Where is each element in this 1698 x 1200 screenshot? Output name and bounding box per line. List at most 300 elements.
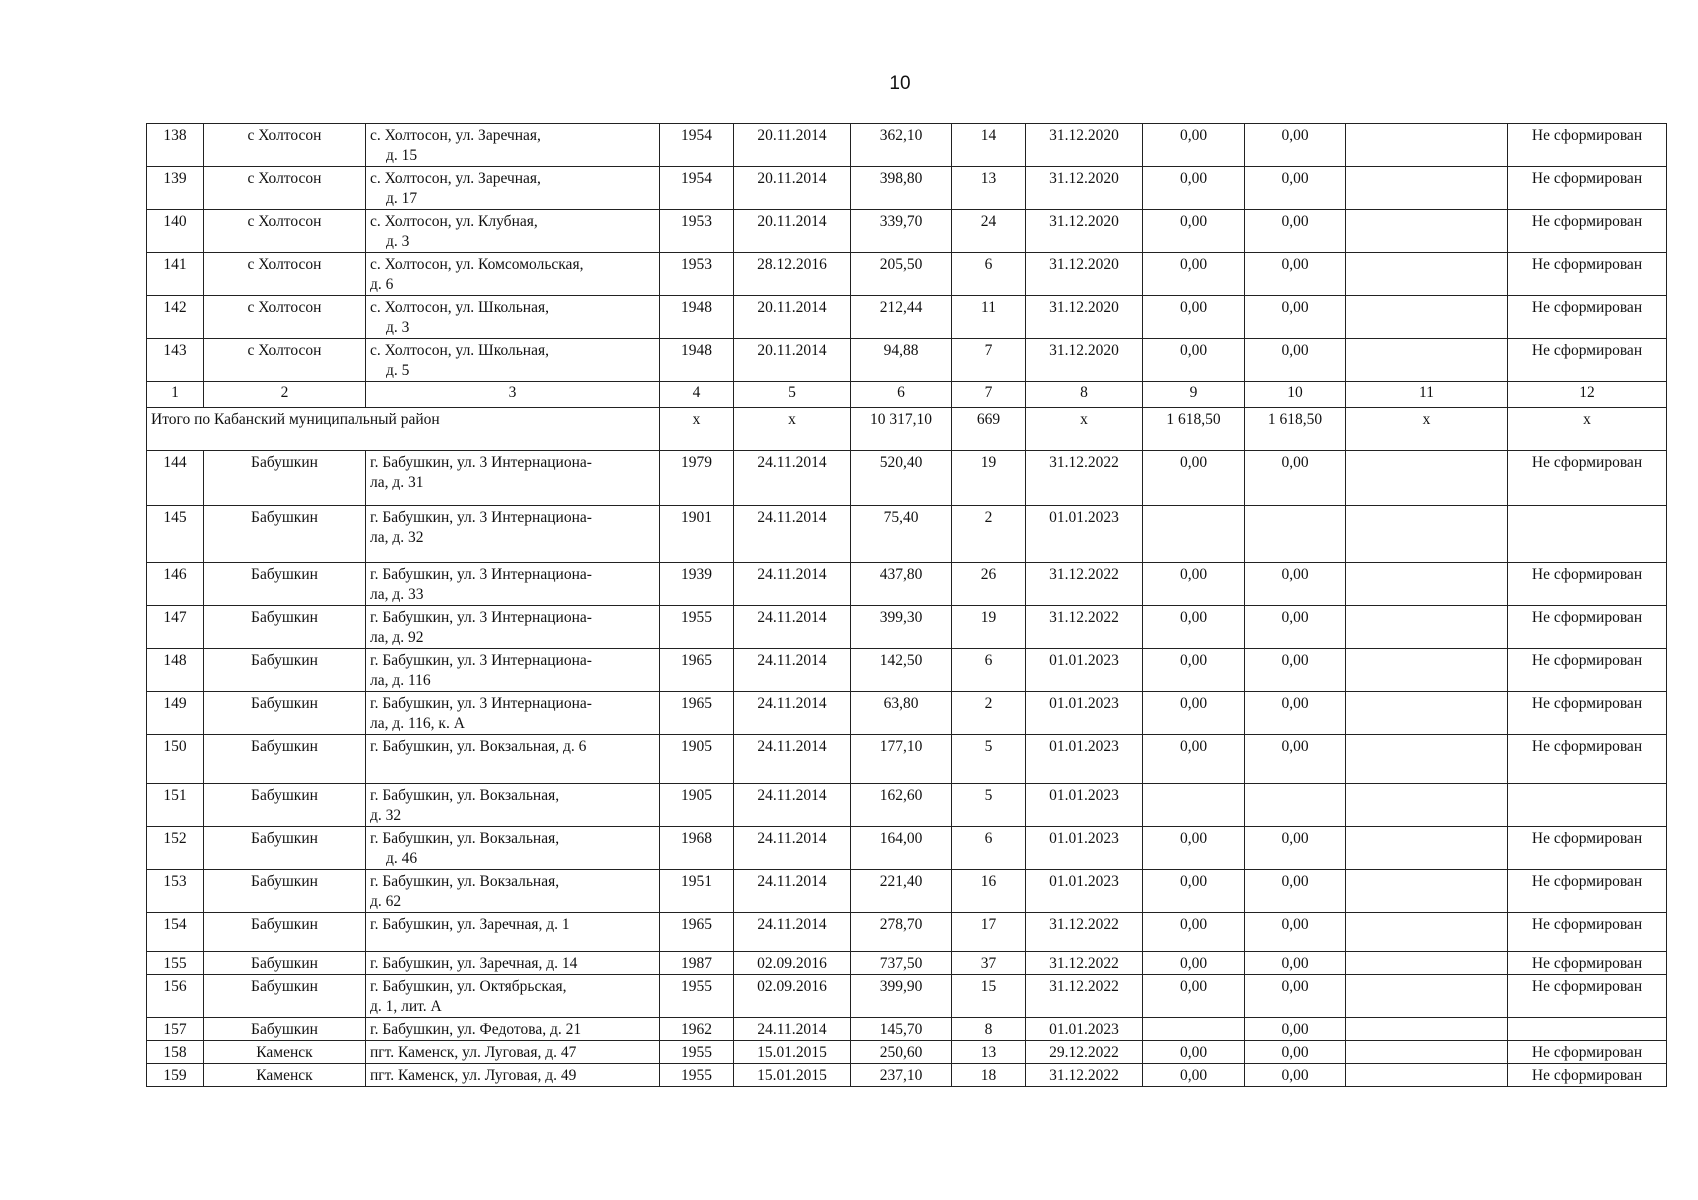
address-line-1: г. Бабушкин, ул. 3 Интернациона- bbox=[370, 509, 592, 526]
area-value: 162,60 bbox=[851, 784, 952, 827]
row-number: 147 bbox=[147, 606, 204, 649]
value-col-10: 0,00 bbox=[1245, 124, 1346, 167]
status-value: Не сформирован bbox=[1508, 253, 1667, 296]
row-number: 148 bbox=[147, 649, 204, 692]
address-line-1: с. Холтосон, ул. Заречная, bbox=[370, 170, 541, 187]
value-col-9 bbox=[1143, 506, 1245, 563]
address-line-1: г. Бабушкин, ул. Октябрьская, bbox=[370, 978, 567, 995]
resettlement-deadline: 31.12.2020 bbox=[1026, 167, 1143, 210]
value-col-9: 0,00 bbox=[1143, 913, 1245, 952]
value-col-9: 0,00 bbox=[1143, 296, 1245, 339]
value-col-11 bbox=[1346, 827, 1508, 870]
recognition-date: 24.11.2014 bbox=[734, 649, 851, 692]
address-line-1: г. Бабушкин, ул. Вокзальная, bbox=[370, 830, 560, 847]
table-row bbox=[147, 210, 1667, 253]
subtotal-label: Итого по Кабанский муниципальный район bbox=[147, 408, 660, 451]
status-value: Не сформирован bbox=[1508, 692, 1667, 735]
value-col-11 bbox=[1346, 1064, 1508, 1087]
address-line-2: ла, д. 92 bbox=[370, 629, 424, 646]
value-col-10: 0,00 bbox=[1245, 210, 1346, 253]
value-col-9: 0,00 bbox=[1143, 735, 1245, 784]
status-value: Не сформирован bbox=[1508, 296, 1667, 339]
value-col-10: 0,00 bbox=[1245, 952, 1346, 975]
page-number: 10 bbox=[889, 73, 911, 94]
column-number-row bbox=[147, 382, 1667, 408]
value-col-10: 0,00 bbox=[1245, 339, 1346, 382]
value-col-10: 0,00 bbox=[1245, 606, 1346, 649]
locality: с Холтосон bbox=[204, 210, 366, 253]
address bbox=[366, 563, 660, 606]
table-row bbox=[147, 1064, 1667, 1087]
table-row bbox=[147, 975, 1667, 1018]
value-col-11 bbox=[1346, 649, 1508, 692]
address-line-2: д. 1, лит. А bbox=[370, 998, 442, 1015]
table-row bbox=[147, 506, 1667, 563]
residents-count: 5 bbox=[952, 735, 1026, 784]
column-number: 7 bbox=[952, 382, 1026, 408]
status-value bbox=[1508, 1018, 1667, 1041]
address bbox=[366, 296, 660, 339]
value-col-11 bbox=[1346, 913, 1508, 952]
address-line-2: д. 15 bbox=[386, 147, 418, 164]
status-value: Не сформирован bbox=[1508, 339, 1667, 382]
recognition-date: 02.09.2016 bbox=[734, 975, 851, 1018]
row-number: 145 bbox=[147, 506, 204, 563]
column-number: 3 bbox=[366, 382, 660, 408]
status-value: Не сформирован bbox=[1508, 735, 1667, 784]
recognition-date: 20.11.2014 bbox=[734, 124, 851, 167]
residents-count: 13 bbox=[952, 167, 1026, 210]
status-value bbox=[1508, 506, 1667, 563]
year-built: 1979 bbox=[660, 451, 734, 506]
address bbox=[366, 827, 660, 870]
address-line-2: д. 3 bbox=[386, 233, 410, 250]
area-value: 437,80 bbox=[851, 563, 952, 606]
row-number: 149 bbox=[147, 692, 204, 735]
column-number: 5 bbox=[734, 382, 851, 408]
address-line-2: д. 46 bbox=[386, 850, 418, 867]
value-col-10: 0,00 bbox=[1245, 1041, 1346, 1064]
subtotal-value: х bbox=[1026, 408, 1143, 451]
residents-count: 2 bbox=[952, 506, 1026, 563]
address-line-1: пгт. Каменск, ул. Луговая, д. 47 bbox=[370, 1044, 577, 1061]
address-line-2: ла, д. 116, к. А bbox=[370, 715, 465, 732]
area-value: 63,80 bbox=[851, 692, 952, 735]
column-number-header bbox=[147, 382, 1667, 408]
residents-count: 26 bbox=[952, 563, 1026, 606]
table-row bbox=[147, 339, 1667, 382]
year-built: 1939 bbox=[660, 563, 734, 606]
row-number: 138 bbox=[147, 124, 204, 167]
value-col-9: 0,00 bbox=[1143, 1041, 1245, 1064]
residents-count: 11 bbox=[952, 296, 1026, 339]
address bbox=[366, 975, 660, 1018]
recognition-date: 15.01.2015 bbox=[734, 1064, 851, 1087]
residents-count: 16 bbox=[952, 870, 1026, 913]
value-col-11 bbox=[1346, 167, 1508, 210]
recognition-date: 24.11.2014 bbox=[734, 913, 851, 952]
recognition-date: 24.11.2014 bbox=[734, 606, 851, 649]
recognition-date: 20.11.2014 bbox=[734, 210, 851, 253]
table-row bbox=[147, 952, 1667, 975]
status-value: Не сформирован bbox=[1508, 1041, 1667, 1064]
status-value: Не сформирован bbox=[1508, 649, 1667, 692]
residents-count: 14 bbox=[952, 124, 1026, 167]
status-value: Не сформирован bbox=[1508, 451, 1667, 506]
address bbox=[366, 1064, 660, 1087]
table-row bbox=[147, 451, 1667, 506]
column-number: 10 bbox=[1245, 382, 1346, 408]
subtotal-row bbox=[147, 408, 1667, 451]
address bbox=[366, 606, 660, 649]
table-row bbox=[147, 870, 1667, 913]
year-built: 1954 bbox=[660, 124, 734, 167]
row-number: 153 bbox=[147, 870, 204, 913]
address bbox=[366, 692, 660, 735]
address bbox=[366, 784, 660, 827]
row-number: 143 bbox=[147, 339, 204, 382]
value-col-10: 0,00 bbox=[1245, 735, 1346, 784]
value-col-10: 0,00 bbox=[1245, 870, 1346, 913]
year-built: 1951 bbox=[660, 870, 734, 913]
value-col-11 bbox=[1346, 1018, 1508, 1041]
address-line-1: г. Бабушкин, ул. 3 Интернациона- bbox=[370, 695, 592, 712]
status-value: Не сформирован bbox=[1508, 210, 1667, 253]
row-number: 155 bbox=[147, 952, 204, 975]
resettlement-deadline: 31.12.2022 bbox=[1026, 913, 1143, 952]
year-built: 1905 bbox=[660, 735, 734, 784]
residents-count: 17 bbox=[952, 913, 1026, 952]
area-value: 205,50 bbox=[851, 253, 952, 296]
column-number: 4 bbox=[660, 382, 734, 408]
value-col-11 bbox=[1346, 735, 1508, 784]
value-col-9: 0,00 bbox=[1143, 124, 1245, 167]
year-built: 1901 bbox=[660, 506, 734, 563]
table-row bbox=[147, 913, 1667, 952]
table-row bbox=[147, 692, 1667, 735]
table-row bbox=[147, 827, 1667, 870]
value-col-10: 0,00 bbox=[1245, 167, 1346, 210]
residents-count: 5 bbox=[952, 784, 1026, 827]
column-number: 1 bbox=[147, 382, 204, 408]
address-line-1: г. Бабушкин, ул. Вокзальная, bbox=[370, 787, 560, 804]
value-col-9: 0,00 bbox=[1143, 692, 1245, 735]
row-number: 144 bbox=[147, 451, 204, 506]
address-line-1: с. Холтосон, ул. Комсомольская, bbox=[370, 256, 584, 273]
address-line-2: д. 32 bbox=[370, 807, 402, 824]
row-number: 141 bbox=[147, 253, 204, 296]
resettlement-deadline: 31.12.2020 bbox=[1026, 296, 1143, 339]
resettlement-deadline: 01.01.2023 bbox=[1026, 784, 1143, 827]
resettlement-deadline: 01.01.2023 bbox=[1026, 1018, 1143, 1041]
address-line-1: г. Бабушкин, ул. Заречная, д. 14 bbox=[370, 955, 578, 972]
recognition-date: 20.11.2014 bbox=[734, 339, 851, 382]
table-row bbox=[147, 296, 1667, 339]
table-row bbox=[147, 735, 1667, 784]
subtotal-section bbox=[147, 408, 1667, 451]
column-number: 9 bbox=[1143, 382, 1245, 408]
resettlement-deadline: 01.01.2023 bbox=[1026, 692, 1143, 735]
recognition-date: 20.11.2014 bbox=[734, 296, 851, 339]
address bbox=[366, 735, 660, 784]
column-number: 12 bbox=[1508, 382, 1667, 408]
value-col-10: 0,00 bbox=[1245, 827, 1346, 870]
row-number: 158 bbox=[147, 1041, 204, 1064]
area-value: 145,70 bbox=[851, 1018, 952, 1041]
address-line-1: г. Бабушкин, ул. Федотова, д. 21 bbox=[370, 1021, 582, 1038]
residents-count: 8 bbox=[952, 1018, 1026, 1041]
address bbox=[366, 210, 660, 253]
table-row bbox=[147, 649, 1667, 692]
value-col-10: 0,00 bbox=[1245, 975, 1346, 1018]
row-number: 139 bbox=[147, 167, 204, 210]
area-value: 278,70 bbox=[851, 913, 952, 952]
value-col-11 bbox=[1346, 124, 1508, 167]
residents-count: 18 bbox=[952, 1064, 1026, 1087]
value-col-11 bbox=[1346, 1041, 1508, 1064]
locality: Бабушкин bbox=[204, 563, 366, 606]
residents-count: 6 bbox=[952, 827, 1026, 870]
address bbox=[366, 1041, 660, 1064]
status-value: Не сформирован bbox=[1508, 870, 1667, 913]
value-col-11 bbox=[1346, 210, 1508, 253]
address-line-2: д. 17 bbox=[386, 190, 418, 207]
recognition-date: 24.11.2014 bbox=[734, 563, 851, 606]
value-col-9: 0,00 bbox=[1143, 451, 1245, 506]
address-line-1: г. Бабушкин, ул. 3 Интернациона- bbox=[370, 652, 592, 669]
area-value: 237,10 bbox=[851, 1064, 952, 1087]
locality: Бабушкин bbox=[204, 870, 366, 913]
row-number: 152 bbox=[147, 827, 204, 870]
value-col-9: 0,00 bbox=[1143, 563, 1245, 606]
subtotal-value: 1 618,50 bbox=[1245, 408, 1346, 451]
address-line-2: д. 62 bbox=[370, 893, 402, 910]
area-value: 142,50 bbox=[851, 649, 952, 692]
address bbox=[366, 913, 660, 952]
value-col-11 bbox=[1346, 975, 1508, 1018]
year-built: 1953 bbox=[660, 253, 734, 296]
address bbox=[366, 339, 660, 382]
subtotal-value: х bbox=[660, 408, 734, 451]
address bbox=[366, 952, 660, 975]
address-line-2: ла, д. 116 bbox=[370, 672, 431, 689]
value-col-9: 0,00 bbox=[1143, 339, 1245, 382]
value-col-10: 0,00 bbox=[1245, 1064, 1346, 1087]
locality: с Холтосон bbox=[204, 339, 366, 382]
address-line-2: ла, д. 33 bbox=[370, 586, 424, 603]
residents-count: 37 bbox=[952, 952, 1026, 975]
address-line-2: д. 5 bbox=[386, 362, 410, 379]
value-col-10: 0,00 bbox=[1245, 253, 1346, 296]
area-value: 94,88 bbox=[851, 339, 952, 382]
value-col-11 bbox=[1346, 253, 1508, 296]
resettlement-deadline: 01.01.2023 bbox=[1026, 870, 1143, 913]
table-row bbox=[147, 1041, 1667, 1064]
row-number: 157 bbox=[147, 1018, 204, 1041]
address-line-2: д. 3 bbox=[386, 319, 410, 336]
resettlement-deadline: 01.01.2023 bbox=[1026, 735, 1143, 784]
row-number: 154 bbox=[147, 913, 204, 952]
area-value: 177,10 bbox=[851, 735, 952, 784]
resettlement-deadline: 31.12.2022 bbox=[1026, 952, 1143, 975]
year-built: 1948 bbox=[660, 339, 734, 382]
year-built: 1948 bbox=[660, 296, 734, 339]
table-row bbox=[147, 784, 1667, 827]
year-built: 1968 bbox=[660, 827, 734, 870]
resettlement-deadline: 31.12.2020 bbox=[1026, 253, 1143, 296]
status-value: Не сформирован bbox=[1508, 124, 1667, 167]
status-value: Не сформирован bbox=[1508, 913, 1667, 952]
rows-after-subtotal bbox=[147, 451, 1667, 1087]
residents-count: 13 bbox=[952, 1041, 1026, 1064]
locality: с Холтосон bbox=[204, 167, 366, 210]
value-col-10: 0,00 bbox=[1245, 649, 1346, 692]
row-number: 159 bbox=[147, 1064, 204, 1087]
resettlement-deadline: 31.12.2022 bbox=[1026, 606, 1143, 649]
table-row bbox=[147, 563, 1667, 606]
year-built: 1955 bbox=[660, 606, 734, 649]
locality: Бабушкин bbox=[204, 827, 366, 870]
status-value: Не сформирован bbox=[1508, 167, 1667, 210]
value-col-9: 0,00 bbox=[1143, 827, 1245, 870]
value-col-10 bbox=[1245, 784, 1346, 827]
locality: Каменск bbox=[204, 1041, 366, 1064]
subtotal-value: х bbox=[734, 408, 851, 451]
locality: Бабушкин bbox=[204, 692, 366, 735]
locality: Каменск bbox=[204, 1064, 366, 1087]
locality: Бабушкин bbox=[204, 606, 366, 649]
year-built: 1955 bbox=[660, 975, 734, 1018]
recognition-date: 20.11.2014 bbox=[734, 167, 851, 210]
recognition-date: 24.11.2014 bbox=[734, 784, 851, 827]
row-number: 142 bbox=[147, 296, 204, 339]
value-col-11 bbox=[1346, 606, 1508, 649]
value-col-11 bbox=[1346, 563, 1508, 606]
value-col-11 bbox=[1346, 296, 1508, 339]
area-value: 398,80 bbox=[851, 167, 952, 210]
row-number: 156 bbox=[147, 975, 204, 1018]
status-value: Не сформирован bbox=[1508, 606, 1667, 649]
row-number: 146 bbox=[147, 563, 204, 606]
residents-count: 19 bbox=[952, 606, 1026, 649]
value-col-9: 0,00 bbox=[1143, 952, 1245, 975]
address-line-2: ла, д. 31 bbox=[370, 474, 424, 491]
address-line-1: г. Бабушкин, ул. 3 Интернациона- bbox=[370, 566, 592, 583]
subtotal-value: 1 618,50 bbox=[1143, 408, 1245, 451]
address-line-1: г. Бабушкин, ул. Вокзальная, bbox=[370, 873, 560, 890]
table-row bbox=[147, 1018, 1667, 1041]
address-line-1: с. Холтосон, ул. Заречная, bbox=[370, 127, 541, 144]
area-value: 212,44 bbox=[851, 296, 952, 339]
value-col-11 bbox=[1346, 506, 1508, 563]
value-col-9: 0,00 bbox=[1143, 167, 1245, 210]
area-value: 520,40 bbox=[851, 451, 952, 506]
locality: Бабушкин bbox=[204, 1018, 366, 1041]
address-line-1: с. Холтосон, ул. Клубная, bbox=[370, 213, 538, 230]
area-value: 399,90 bbox=[851, 975, 952, 1018]
subtotal-value: 669 bbox=[952, 408, 1026, 451]
locality: с Холтосон bbox=[204, 124, 366, 167]
year-built: 1955 bbox=[660, 1064, 734, 1087]
column-number: 11 bbox=[1346, 382, 1508, 408]
recognition-date: 24.11.2014 bbox=[734, 735, 851, 784]
column-number: 8 bbox=[1026, 382, 1143, 408]
value-col-11 bbox=[1346, 339, 1508, 382]
resettlement-deadline: 31.12.2022 bbox=[1026, 975, 1143, 1018]
address-line-1: г. Бабушкин, ул. 3 Интернациона- bbox=[370, 454, 592, 471]
address bbox=[366, 506, 660, 563]
value-col-10: 0,00 bbox=[1245, 296, 1346, 339]
year-built: 1965 bbox=[660, 649, 734, 692]
recognition-date: 24.11.2014 bbox=[734, 870, 851, 913]
status-value bbox=[1508, 784, 1667, 827]
year-built: 1955 bbox=[660, 1041, 734, 1064]
value-col-9: 0,00 bbox=[1143, 210, 1245, 253]
residents-count: 24 bbox=[952, 210, 1026, 253]
value-col-11 bbox=[1346, 692, 1508, 735]
locality: Бабушкин bbox=[204, 975, 366, 1018]
address-line-1: пгт. Каменск, ул. Луговая, д. 49 bbox=[370, 1067, 577, 1084]
address bbox=[366, 167, 660, 210]
address-line-1: с. Холтосон, ул. Школьная, bbox=[370, 299, 549, 316]
recognition-date: 15.01.2015 bbox=[734, 1041, 851, 1064]
locality: Бабушкин bbox=[204, 735, 366, 784]
locality: Бабушкин bbox=[204, 913, 366, 952]
address-line-2: ла, д. 32 bbox=[370, 529, 424, 546]
column-number: 6 bbox=[851, 382, 952, 408]
residents-count: 7 bbox=[952, 339, 1026, 382]
value-col-9: 0,00 bbox=[1143, 606, 1245, 649]
resettlement-deadline: 31.12.2020 bbox=[1026, 124, 1143, 167]
recognition-date: 02.09.2016 bbox=[734, 952, 851, 975]
area-value: 737,50 bbox=[851, 952, 952, 975]
value-col-9 bbox=[1143, 784, 1245, 827]
address bbox=[366, 451, 660, 506]
value-col-9 bbox=[1143, 1018, 1245, 1041]
value-col-10: 0,00 bbox=[1245, 563, 1346, 606]
value-col-10: 0,00 bbox=[1245, 913, 1346, 952]
address-line-1: с. Холтосон, ул. Школьная, bbox=[370, 342, 549, 359]
status-value: Не сформирован bbox=[1508, 563, 1667, 606]
status-value: Не сформирован bbox=[1508, 1064, 1667, 1087]
resettlement-deadline: 01.01.2023 bbox=[1026, 827, 1143, 870]
address bbox=[366, 253, 660, 296]
value-col-10: 0,00 bbox=[1245, 451, 1346, 506]
address bbox=[366, 870, 660, 913]
year-built: 1953 bbox=[660, 210, 734, 253]
year-built: 1905 bbox=[660, 784, 734, 827]
address-line-1: г. Бабушкин, ул. Вокзальная, д. 6 bbox=[370, 738, 587, 755]
recognition-date: 24.11.2014 bbox=[734, 692, 851, 735]
year-built: 1962 bbox=[660, 1018, 734, 1041]
resettlement-deadline: 29.12.2022 bbox=[1026, 1041, 1143, 1064]
row-number: 140 bbox=[147, 210, 204, 253]
residents-count: 19 bbox=[952, 451, 1026, 506]
address-line-1: г. Бабушкин, ул. 3 Интернациона- bbox=[370, 609, 592, 626]
value-col-10: 0,00 bbox=[1245, 1018, 1346, 1041]
recognition-date: 24.11.2014 bbox=[734, 506, 851, 563]
value-col-10 bbox=[1245, 506, 1346, 563]
value-col-9: 0,00 bbox=[1143, 1064, 1245, 1087]
value-col-9: 0,00 bbox=[1143, 253, 1245, 296]
address-line-1: г. Бабушкин, ул. Заречная, д. 1 bbox=[370, 916, 570, 933]
year-built: 1954 bbox=[660, 167, 734, 210]
table-row bbox=[147, 606, 1667, 649]
area-value: 221,40 bbox=[851, 870, 952, 913]
recognition-date: 28.12.2016 bbox=[734, 253, 851, 296]
value-col-9: 0,00 bbox=[1143, 870, 1245, 913]
year-built: 1987 bbox=[660, 952, 734, 975]
